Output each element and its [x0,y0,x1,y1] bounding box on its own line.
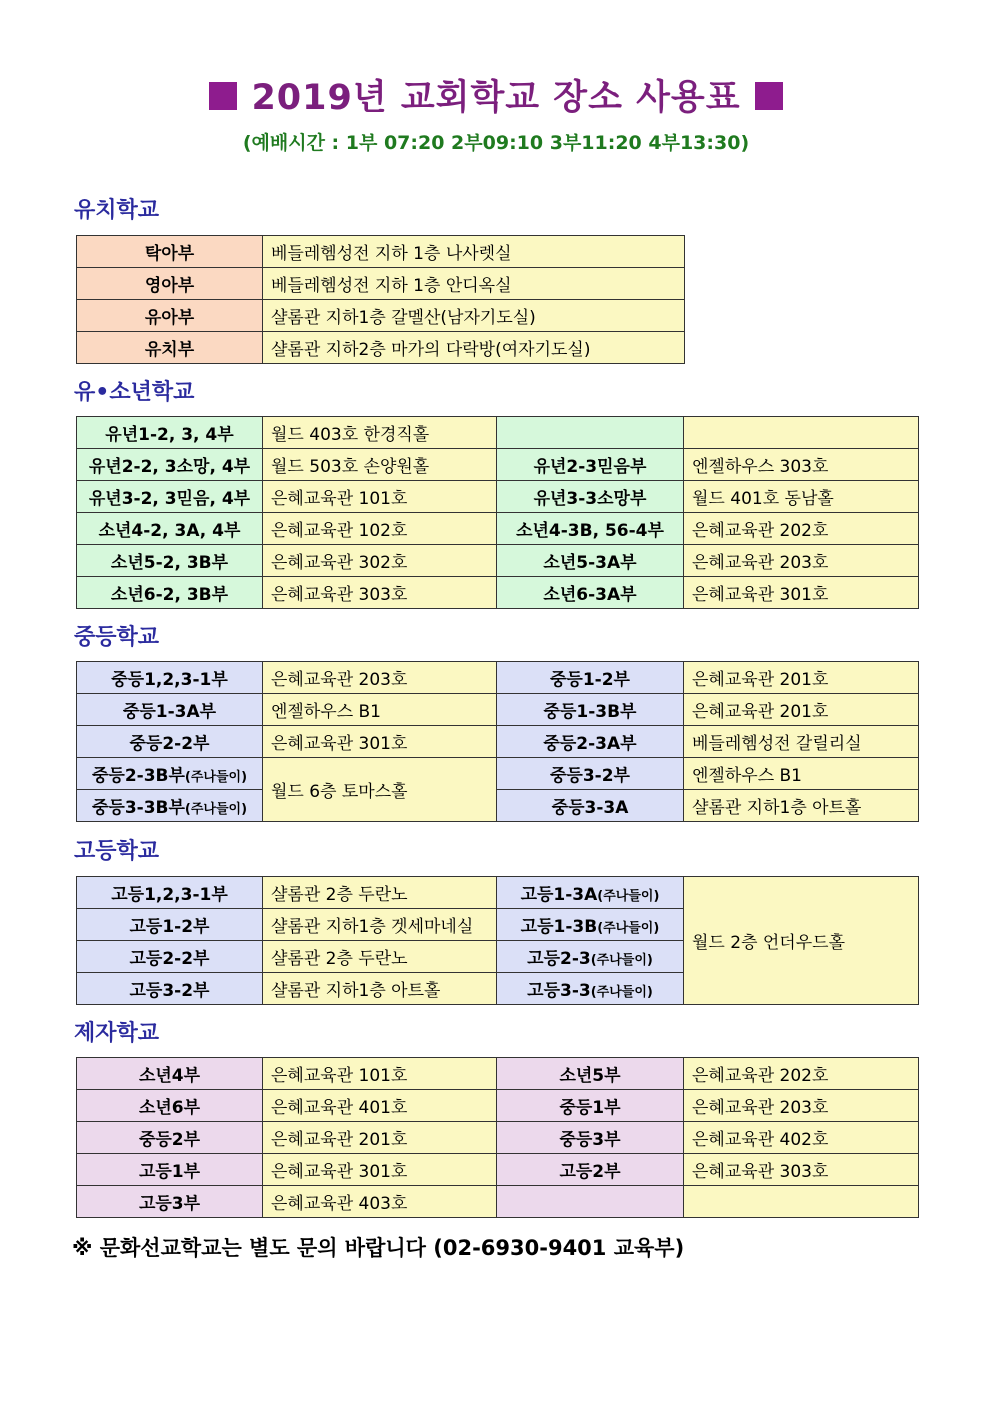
group-cell: 소년5부 [497,1058,684,1090]
table-row [77,1186,919,1218]
location-cell: 은혜교육관 201호 [684,694,919,726]
group-cell: 소년5-3A부 [497,545,684,577]
group-cell: 고등1-2부 [77,909,263,941]
group-cell [497,909,684,941]
group-name: 고등3-3 [527,981,591,1001]
group-cell: 소년4부 [77,1058,263,1090]
location-cell: 은혜교육관 402호 [684,1122,919,1154]
table-row [77,417,919,449]
location-cell: 은혜교육관 101호 [263,481,497,513]
table-row [77,694,919,726]
group-cell: 고등3부 [77,1186,263,1218]
high-school-table [76,876,919,1005]
location-cell: 샬롬관 지하1층 아트홀 [684,790,919,822]
location-cell: 샬롬관 2층 두란노 [263,877,497,909]
table-row [77,268,685,300]
page-title [0,70,992,120]
section-heading-disciple: 제자학교 [74,1021,160,1046]
group-cell [497,417,684,449]
location-cell: 은혜교육관 401호 [263,1090,497,1122]
group-cell: 고등2-2부 [77,941,263,973]
location-cell: 샬롬관 지하1층 겟세마네실 [263,909,497,941]
square-bullet-icon [755,82,783,110]
group-suffix: (주나들이) [597,889,660,904]
location-cell: 월드 401호 동남홀 [684,481,919,513]
table-row [77,513,919,545]
group-cell: 고등2부 [497,1154,684,1186]
location-cell: 은혜교육관 301호 [263,1154,497,1186]
group-suffix: (주나들이) [590,953,653,968]
group-suffix: (주나들이) [184,802,248,817]
section-heading-high: 고등학교 [74,839,160,864]
group-cell: 중등1-2부 [497,662,684,694]
disciple-school-table [76,1057,919,1218]
group-cell: 유년3-3소망부 [497,481,684,513]
group-cell [77,790,263,822]
group-cell: 소년6부 [77,1090,263,1122]
table-row [77,1058,919,1090]
kindergarten-table [76,235,685,364]
group-cell: 유년2-3믿음부 [497,449,684,481]
group-cell: 중등1부 [497,1090,684,1122]
group-cell: 소년4-3B, 56-4부 [497,513,684,545]
group-cell [497,941,684,973]
middle-school-table [76,661,919,822]
group-cell: 중등1-3B부 [497,694,684,726]
location-cell: 월드 503호 손양원홀 [263,449,497,481]
location-cell: 은혜교육관 303호 [263,577,497,609]
table-row [77,481,919,513]
location-cell: 엔젤하우스 303호 [684,449,919,481]
location-cell: 은혜교육관 202호 [684,513,919,545]
group-cell: 영아부 [77,268,263,300]
group-cell: 중등3-3A [497,790,684,822]
table-row [77,236,685,268]
group-cell: 유치부 [77,332,263,364]
table-row [77,332,685,364]
location-cell: 샬롬관 지하1층 갈멜산(남자기도실) [263,300,685,332]
location-cell: 베들레헴성전 지하 1층 나사렛실 [263,236,685,268]
group-name: 중등2-3B부 [91,766,185,786]
group-cell [497,877,684,909]
group-name: 고등1-3A [520,885,598,905]
group-cell: 중등3-2부 [497,758,684,790]
location-cell: 은혜교육관 203호 [263,662,497,694]
group-cell: 유년2-2, 3소망, 4부 [77,449,263,481]
location-cell: 은혜교육관 302호 [263,545,497,577]
location-cell: 은혜교육관 301호 [684,577,919,609]
section-heading-children: 유•소년학교 [74,380,195,405]
table-row [77,1154,919,1186]
location-cell: 엔젤하우스 B1 [684,758,919,790]
location-cell: 은혜교육관 403호 [263,1186,497,1218]
group-cell: 고등3-2부 [77,973,263,1005]
group-name: 중등3-3B부 [91,798,185,818]
location-cell: 은혜교육관 201호 [684,662,919,694]
table-row [77,726,919,758]
title-text: 2019년 교회학교 장소 사용표 [251,78,741,118]
group-cell: 소년5-2, 3B부 [77,545,263,577]
group-cell: 소년6-3A부 [497,577,684,609]
location-cell: 베들레헴성전 갈릴리실 [684,726,919,758]
group-cell: 유년1-2, 3, 4부 [77,417,263,449]
table-row [77,545,919,577]
location-cell: 은혜교육관 203호 [684,545,919,577]
location-cell: 샬롬관 지하2층 마가의 다락방(여자기도실) [263,332,685,364]
location-cell: 샬롬관 지하1층 아트홀 [263,973,497,1005]
table-row [77,449,919,481]
table-row [77,758,919,790]
group-suffix: (주나들이) [184,770,248,785]
location-cell: 은혜교육관 202호 [684,1058,919,1090]
group-suffix: (주나들이) [590,985,653,1000]
group-cell: 중등2부 [77,1122,263,1154]
location-cell: 은혜교육관 101호 [263,1058,497,1090]
location-cell-merged: 월드 2층 언더우드홀 [684,877,919,1005]
location-cell: 은혜교육관 303호 [684,1154,919,1186]
location-cell: 샬롬관 2층 두란노 [263,941,497,973]
group-cell: 중등1,2,3-1부 [77,662,263,694]
table-row [77,300,685,332]
location-cell: 은혜교육관 201호 [263,1122,497,1154]
location-cell: 은혜교육관 102호 [263,513,497,545]
location-cell: 월드 403호 한경직홀 [263,417,497,449]
group-cell: 중등2-2부 [77,726,263,758]
location-cell [684,417,919,449]
footer-note: ※ 문화선교학교는 별도 문의 바랍니다 (02-6930-9401 교육부) [72,1236,685,1260]
table-row [77,1090,919,1122]
location-cell [684,1186,919,1218]
group-name: 고등1-3B [520,917,598,937]
group-cell: 유년3-2, 3믿음, 4부 [77,481,263,513]
table-row [77,877,919,909]
group-cell: 고등1,2,3-1부 [77,877,263,909]
group-cell: 중등3부 [497,1122,684,1154]
table-row [77,662,919,694]
location-cell: 은혜교육관 203호 [684,1090,919,1122]
children-table [76,416,919,609]
square-bullet-icon [209,82,237,110]
group-cell: 중등2-3A부 [497,726,684,758]
group-suffix: (주나들이) [597,921,660,936]
group-cell: 소년4-2, 3A, 4부 [77,513,263,545]
group-cell [497,1186,684,1218]
table-row [77,577,919,609]
group-cell: 소년6-2, 3B부 [77,577,263,609]
group-cell [77,758,263,790]
table-row [77,1122,919,1154]
location-cell: 은혜교육관 301호 [263,726,497,758]
location-cell-merged: 월드 6층 토마스홀 [263,758,497,822]
location-cell: 베들레헴성전 지하 1층 안디옥실 [263,268,685,300]
group-cell: 중등1-3A부 [77,694,263,726]
group-cell: 유아부 [77,300,263,332]
table-row [77,790,919,822]
group-name: 고등2-3 [527,949,591,969]
location-cell: 엔젤하우스 B1 [263,694,497,726]
section-heading-middle: 중등학교 [74,625,160,650]
section-heading-kindergarten: 유치학교 [74,198,160,223]
service-times: (예배시간 : 1부 07:20 2부09:10 3부11:20 4부13:30) [242,132,750,154]
group-cell: 고등1부 [77,1154,263,1186]
group-cell: 탁아부 [77,236,263,268]
group-cell [497,973,684,1005]
